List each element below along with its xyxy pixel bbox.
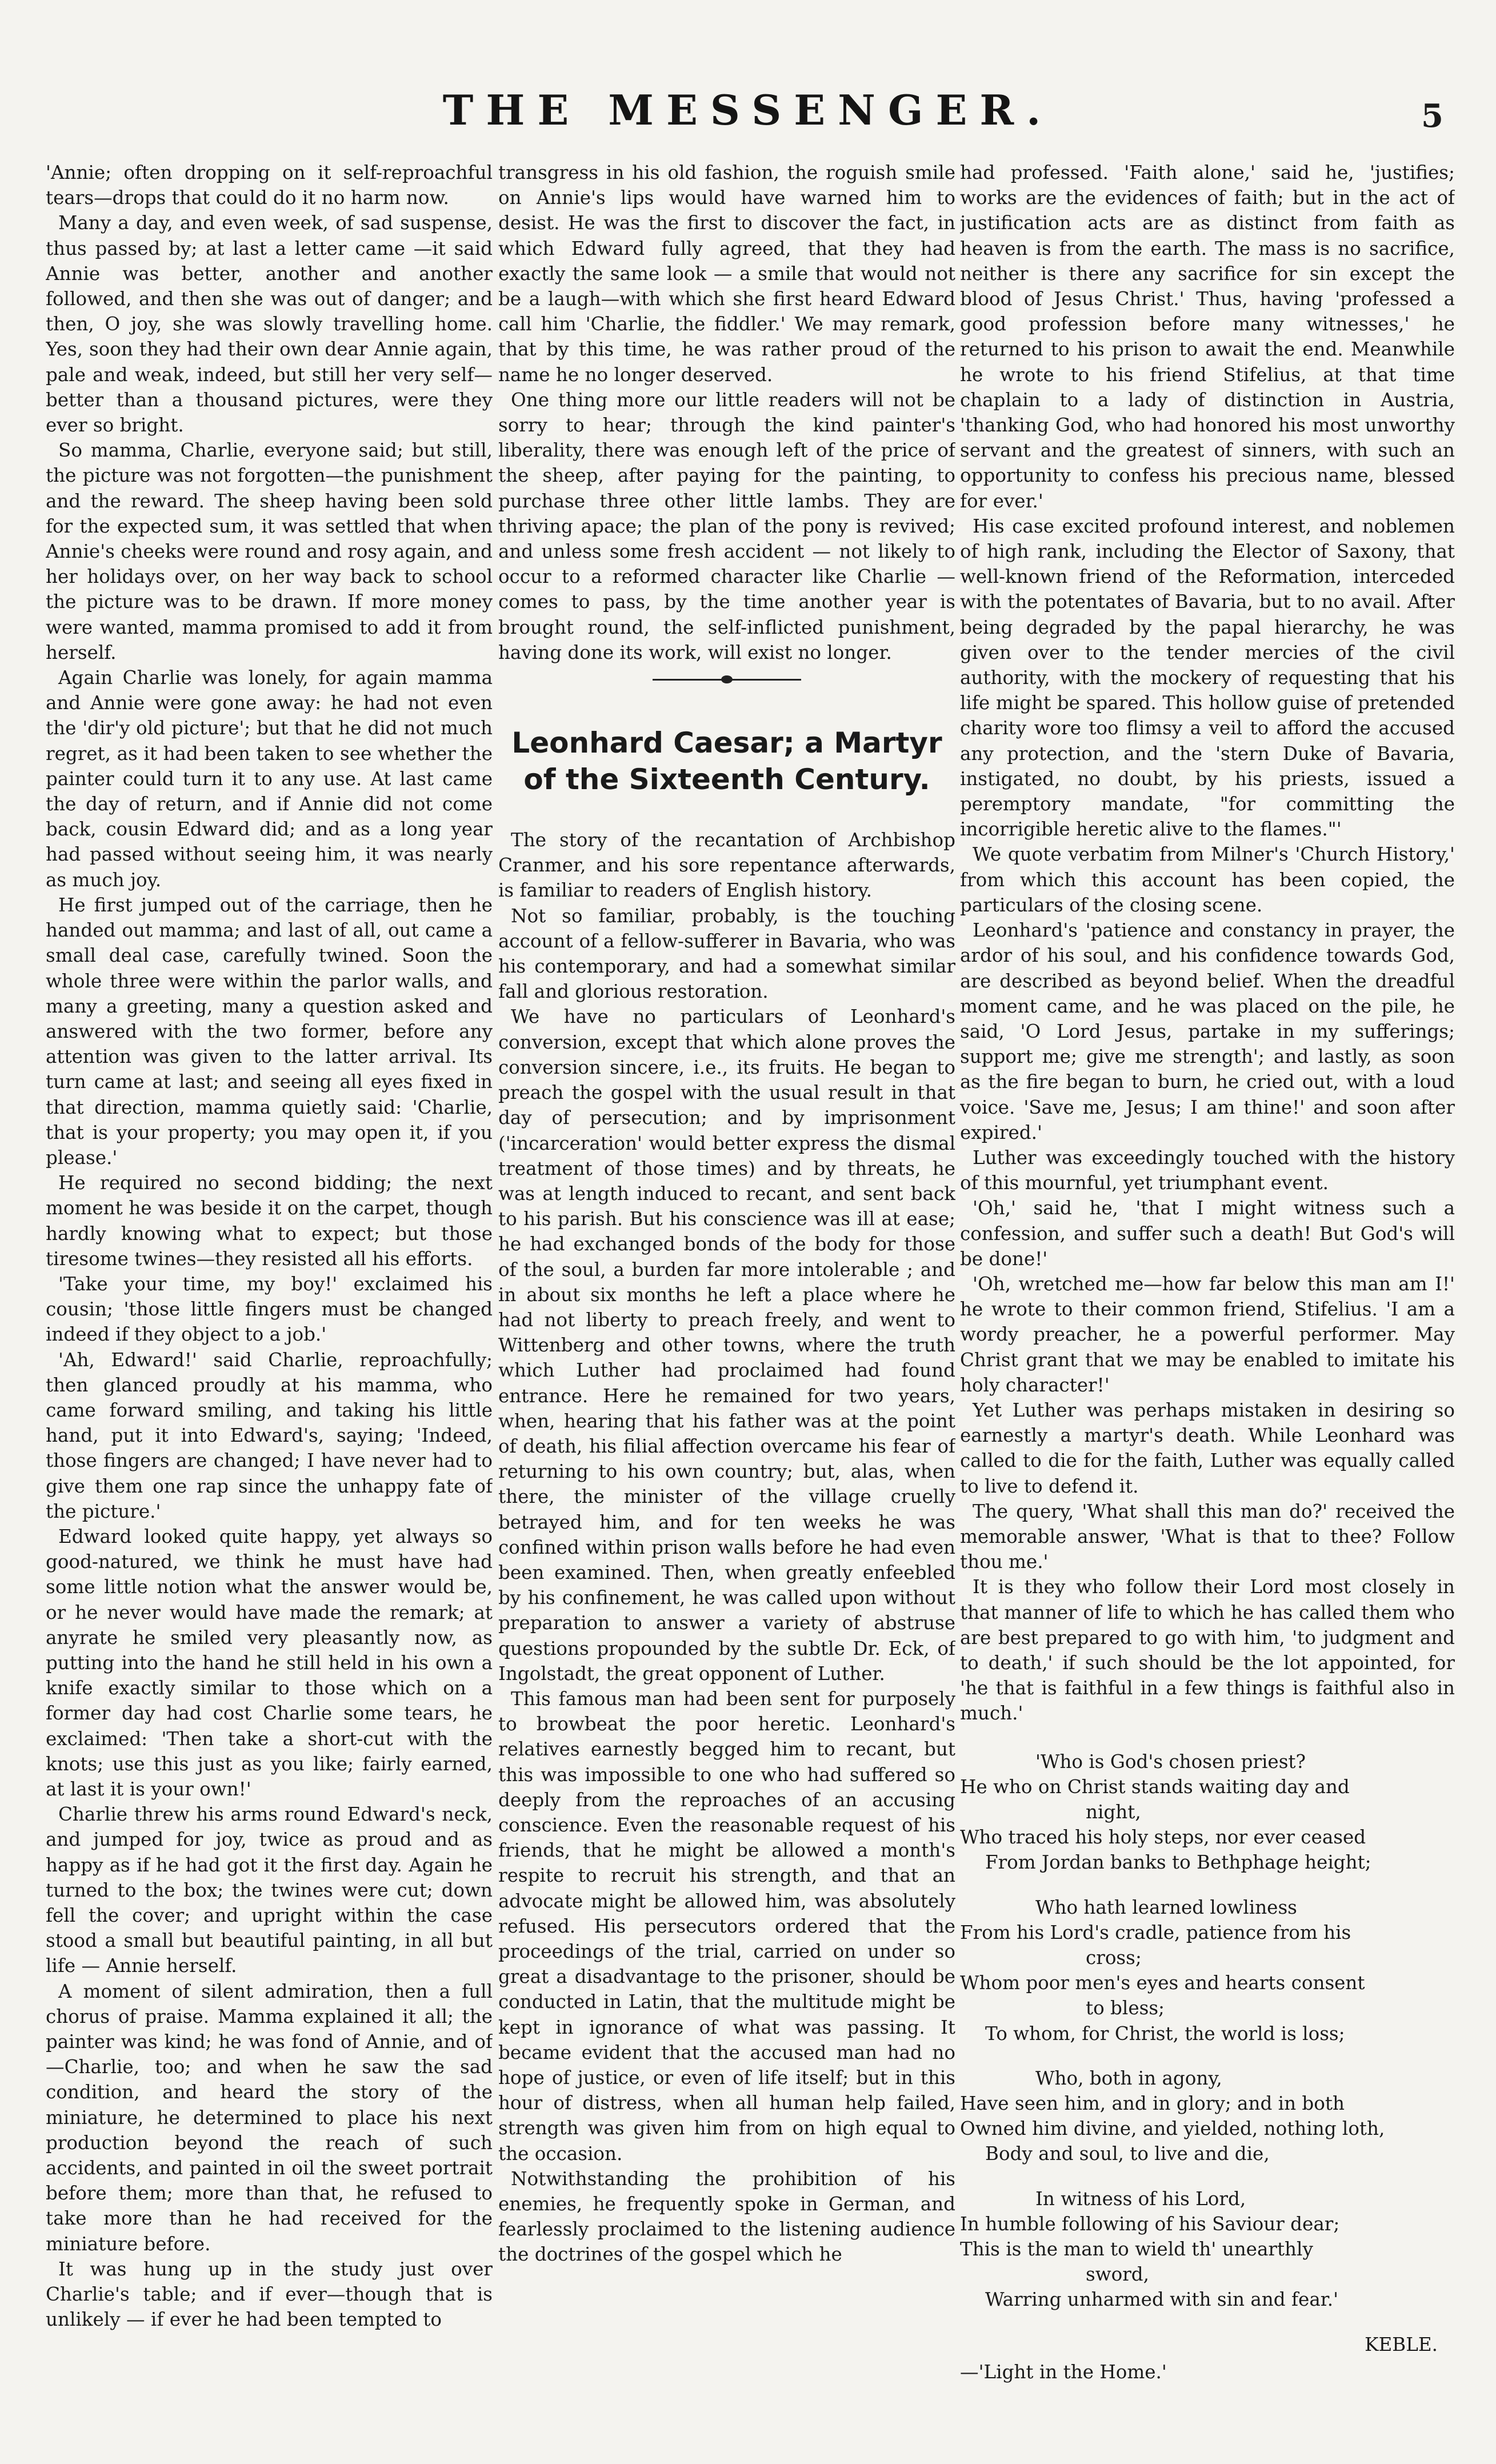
poem-source: —'Light in the Home.'	[960, 2361, 1167, 2383]
paragraph: We have no particulars of Leonhard's conversion, except that which alone proves the conversion sincere, i.e., its fruits. He began to preach the gospel with the usual result in that day of persecution; and by imprisonment ('incarceration' would better express the dismal treatment of those times) and by threats, he was at length induced to recant, and sent back to his parish. But his conscience was ill at ease; he had exchanged bonds of the body for those of the soul, a burden far more intolerable ; and in about six months he left a place where he had not liberty to preach freely, and went to Wittenberg and other towns, where the truth which Luther had proclaimed had found entrance. Here he remained for two years, when, hearing that his father was at the point of death, his filial affection overcame his fear of returning to his own country; but, alas, when there, the minister of the village cruelly betrayed him, and for ten weeks he was confined within prison walls before he had even been examined. Then, when greatly enfeebled by his confinement, he was called upon without preparation to answer a variety of abstruse questions propounded by the subtle Dr. Eck, of Ingolstadt, the great opponent of Luther.	[498, 1006, 955, 1685]
poem-line: From Jordan banks to Bethphage height;	[985, 1851, 1371, 1874]
paragraph: We quote verbatim from Milner's 'Church History,' from which this account has been copied, the particulars of the closing scene.	[960, 843, 1455, 916]
paragraph: It was hung up in the study just over Charlie's table; and if ever—though that is unlikely — if ever he had been tempted to	[46, 2258, 493, 2331]
poem-line: He who on Christ stands waiting day and	[960, 1775, 1350, 1798]
poem-line: Who traced his holy steps, nor ever ceased	[960, 1826, 1366, 1849]
poem	[960, 1749, 1455, 2385]
poem-line: Owned him divine, and yielded, nothing loth,	[960, 2118, 1385, 2140]
poem-line: Who hath learned lowliness	[1035, 1896, 1297, 1918]
article-title: Leonhard Caesar; a Martyr of the Sixteenth Century.	[511, 726, 942, 797]
page-number: 5	[1421, 97, 1443, 135]
paragraph: The story of the recantation of Archbishop Cranmer, and his sore repentance afterwards, is familiar to readers of English history.	[498, 829, 955, 902]
poem-line: to bless;	[1086, 1997, 1165, 2019]
paragraph: 'Oh, wretched me—how far below this man am I!' he wrote to their common friend, Stifelius. 'I am a wordy preacher, he a powerful performer. May Christ grant that we may be enabled to imitate his holy character!'	[960, 1273, 1455, 1396]
poem-line: night,	[1086, 1801, 1141, 1823]
section-separator	[653, 674, 801, 685]
poem-line: Whom poor men's eyes and hearts consent	[960, 1972, 1365, 1994]
poem-stanza	[960, 1895, 1455, 2046]
poem-stanza	[960, 1749, 1455, 1875]
paragraph: Many a day, and even week, of sad suspense, thus passed by; at last a letter came —it said Annie was better, another and another followed, and then she was out of danger; and then, O joy, she was slowly travelling home. Yes, soon they had their own dear Annie again, pale and weak, indeed, but still her very self—better than a thousand pictures, were they ever so bright.	[46, 212, 493, 437]
masthead-title: THE MESSENGER.	[442, 86, 1054, 134]
article-body-part-1	[498, 827, 955, 2267]
poem-stanza	[960, 2066, 1455, 2167]
paragraph: It is they who follow their Lord most closely in that manner of life to which he has called them who are best prepared to go with him, 'to judgment and to death,' if such should be the lot appointed, for 'he that is faithful in a few things is faithful also in much.'	[960, 1576, 1455, 1725]
paragraph: So mamma, Charlie, everyone said; but still, the picture was not forgotten—the punishment and the reward. The sheep having been sold for the expected sum, it was settled that when Annie's cheeks were round and rosy again, and her holidays over, on her way back to school the picture was to be drawn. If more money were wanted, mamma promised to add it from herself.	[46, 439, 493, 663]
poem-line: Who, both in agony,	[1035, 2067, 1222, 2089]
poem-author: KEBLE.	[1365, 2333, 1438, 2355]
paragraph: This famous man had been sent for purposely to browbeat the poor heretic. Leonhard's relatives earnestly begged him to recant, but this was impossible to one who had suffered so deeply from the reproaches of an accusing conscience. Even the reasonable request of his friends, that he might be allowed a month's respite to recruit his strength, and that an advocate might be allowed him, was absolutely refused. His persecutors ordered that the proceedings of the trial, carried on under so great a disadvantage to the prisoner, should be conducted in Latin, that the multitude might be kept in ignorance of what was passing. It became evident that the accused man had no hope of justice, or even of life itself; but in this hour of distress, when all human help failed, strength was given him from on high equal to the occasion.	[498, 1687, 955, 2165]
poem-line: Body and soul, to live and die,	[985, 2143, 1270, 2165]
story-conclusion	[498, 160, 955, 665]
poem-line: 'Who is God's chosen priest?	[1035, 1750, 1306, 1773]
separator-ornament	[721, 675, 733, 683]
paragraph: Yet Luther was perhaps mistaken in desiring so earnestly a martyr's death. While Leonhard was called to die for the faith, Luther was equally called to live to defend it.	[960, 1399, 1455, 1497]
paragraph: Leonhard's 'patience and constancy in prayer, the ardor of his soul, and his confidence towards God, are described as beyond belief. When the dreadful moment came, and he was placed on the pile, he said, 'O Lord Jesus, partake in my sufferings; support me; give me strength'; and lastly, as soon as the fire began to burn, he cried out, with a loud voice. 'Save me, Jesus; I am thine!' and soon after expired.'	[960, 919, 1455, 1143]
paragraph: Not so familiar, probably, is the touching account of a fellow-sufferer in Bavaria, who was his contemporary, and had a somewhat similar fall and glorious restoration.	[498, 905, 955, 1003]
paragraph: The query, 'What shall this man do?' received the memorable answer, 'What is that to thee? Follow thou me.'	[960, 1500, 1455, 1573]
paragraph: 'Ah, Edward!' said Charlie, reproachfully; then glanced proudly at his mamma, who came forward smiling, and taking his little hand, put it into Edward's, saying; 'Indeed, those fingers are changed; I have never had to give them one rap since the unhappy fate of the picture.'	[46, 1349, 493, 1522]
paragraph: Notwithstanding the prohibition of his enemies, he frequently spoke in German, and fearlessly proclaimed to the listening audience the doctrines of the gospel which he	[498, 2167, 955, 2266]
paragraph: His case excited profound interest, and noblemen of high rank, including the Elector of Saxony, that well-known friend of the Reformation, interceded with the potentates of Bavaria, but to no avail. After being degraded by the papal hierarchy, he was given over to the tender mercies of the civil authority, with the mockery of requesting that his life might be spared. This hollow guise of pretended charity wore too flimsy a veil to afford the accused any protection, and the 'stern Duke of Bavaria, instigated, no doubt, by his priests, issued a peremptory mandate, "for committing the incorrigible heretic alive to the flames."'	[960, 515, 1455, 841]
article-body-part-2	[960, 160, 1455, 1726]
poem-line: Have seen him, and in glory; and in both	[960, 2093, 1345, 2115]
paragraph: He required no second bidding; the next moment he was beside it on the carpet, though hardly knowing what to expect; but those tiresome twines—they resisted all his efforts.	[46, 1172, 493, 1270]
paragraph: had professed. 'Faith alone,' said he, 'justifies; works are the evidences of faith; but in the act of justification acts are as distinct from faith as heaven is from the earth. The mass is no sacrifice, neither is there any sacrifice for sin except the blood of Jesus Christ.' Thus, having 'professed a good profession before many witnesses,' he returned to his prison to await the end. Meanwhile he wrote to his friend Stifelius, at that time chaplain to a lady of distinction in Austria, 'thanking God, who had honored his most unworthy servant and the greatest of sinners, with such an opportunity to confess his precious name, blessed for ever.'	[960, 162, 1455, 512]
poem-line: From his Lord's cradle, patience from his	[960, 1921, 1351, 1943]
poem-line: Warring unharmed with sin and fear.'	[985, 2289, 1339, 2311]
paragraph: Edward looked quite happy, yet always so good-natured, we think he must have had some little notion what the answer would be, or he never would have made the remark; at anyrate he smiled very pleasantly now, as putting into the hand he still held in his own a knife exactly similar to those which on a former day had cost Charlie some tears, he exclaimed: 'Then take a short-cut with the knots; use this just as you like; fairly earned, at last it is your own!'	[46, 1525, 493, 1800]
column-2	[498, 160, 955, 2389]
paragraph: 'Annie; often dropping on it self-reproachful tears—drops that could do it no harm now.	[46, 162, 493, 209]
paragraph: Again Charlie was lonely, for again mamma and Annie were gone away: he had not even the 'dir'y old picture'; but that he did not much regret, as it had been taken to see whether the painter could turn it to any use. At last came the day of return, and if Annie did not come back, cousin Edward did; and as a long year had passed without seeing him, it was nearly as much joy.	[46, 667, 493, 891]
paragraph: Luther was exceedingly touched with the history of this mournful, yet triumphant event.	[960, 1146, 1455, 1194]
column-1	[46, 160, 493, 2389]
paragraph: A moment of silent admiration, then a full chorus of praise. Mamma explained it all; the painter was kind; he was fond of Annie, and of—Charlie, too; and when he saw the sad condition, and heard the story of the miniature, he determined to place his next production beyond the reach of such accidents, and painted in oil the sweet portrait before them; more than that, he refused to take more than he had received for the miniature before.	[46, 1980, 493, 2255]
poem-line: cross;	[1086, 1947, 1142, 1969]
column-3	[960, 160, 1455, 2389]
paragraph: 'Oh,' said he, 'that I might witness such a confession, and suffer such a death! But God's will be done!'	[960, 1197, 1455, 1270]
paragraph: He first jumped out of the carriage, then he handed out mamma; and last of all, out came a small deal case, carefully twined. Soon the whole three were within the parlor walls, and many a greeting, many a question asked and answered with the two former, before any attention was given to the latter arrival. Its turn came at last; and seeing all eyes fixed in that direction, mamma quietly said: 'Charlie, that is your property; you may open it, if you please.'	[46, 894, 493, 1169]
paragraph: 'Take your time, my boy!' exclaimed his cousin; 'those little fingers must be changed indeed if they object to a job.'	[46, 1273, 493, 1346]
poem-line: This is the man to wield th' unearthly	[960, 2238, 1313, 2261]
paragraph: One thing more our little readers will not be sorry to hear; through the kind painter's liberality, there was enough left of the price of the sheep, after paying for the painting, to purchase three other little lambs. They are thriving apace; the plan of the pony is revived; and unless some fresh accident — not likely to occur to a reformed character like Charlie — comes to pass, by the time another year is brought round, the self-inflicted punishment, having done its work, will exist no longer.	[498, 389, 955, 663]
paragraph: Charlie threw his arms round Edward's neck, and jumped for joy, twice as proud and as happy as if he had got it the first day. Again he turned to the box; the twines were cut; down fell the cover; and upright within the case stood a small but beautiful painting, in all but life — Annie herself.	[46, 1803, 493, 1977]
poem-line: sword,	[1086, 2263, 1150, 2286]
poem-line: In humble following of his Saviour dear;	[960, 2213, 1340, 2235]
poem-stanza	[960, 2186, 1455, 2313]
poem-line: To whom, for Christ, the world is loss;	[985, 2022, 1345, 2045]
paragraph: transgress in his old fashion, the roguish smile on Annie's lips would have warned him to desist. He was the first to discover the fact, in which Edward fully agreed, that they had exactly the same look — a smile that would not be a laugh—with which she first heard Edward call him 'Charlie, the fiddler.' We may remark, that by this time, he was rather proud of the name he no longer deserved.	[498, 162, 955, 386]
poem-line: In witness of his Lord,	[1035, 2187, 1246, 2210]
